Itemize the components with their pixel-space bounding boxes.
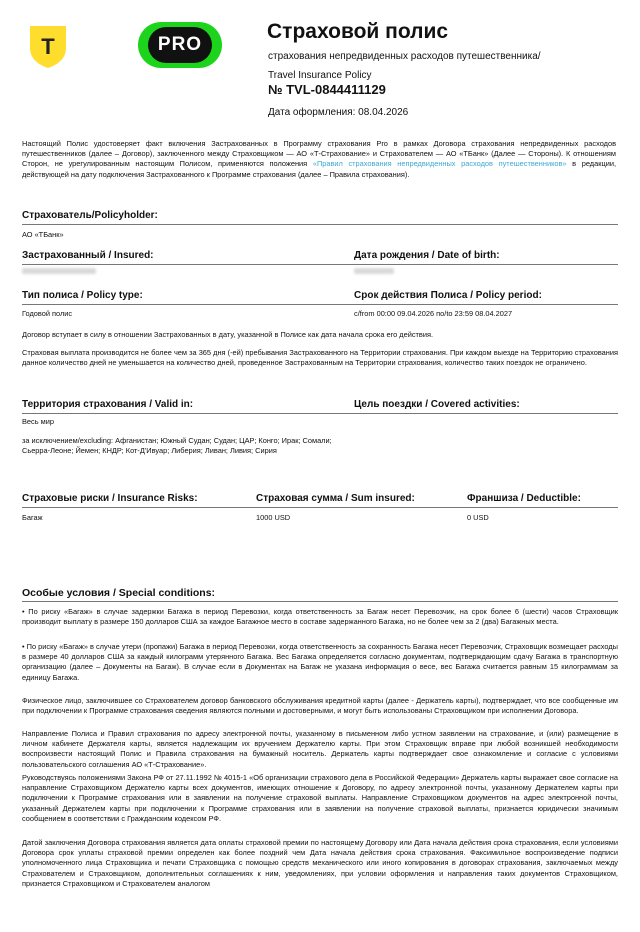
divider <box>22 507 618 508</box>
risk-name: Багаж <box>22 513 43 522</box>
policyholder-label: Страхователь/Policyholder: <box>22 210 158 221</box>
subtitle-en: Travel Insurance Policy <box>268 70 372 81</box>
payout-note: Страховая выплата производится не более чем за 365 дня (-ей) пребывания Застрахованного на Территории страхования. При каждом выезде на Территорию страхования данное количество дней не уменьшается на количество дней, проведенное Застрахованным на Территории страхования, количество таких поездок не ограничено. <box>22 348 618 368</box>
divider <box>22 304 618 305</box>
insured-label: Застрахованный / Insured: <box>22 250 154 261</box>
condition-delivery: Направление Полиса и Правил страхования по адресу электронной почты, указанному в письменном либо устном заявлении на страхование, и (или) размещение в личном кабинете Держателя карты, является надлежащим их вручением Держателю карты. При этом Страховщик вправе при любой возникшей необходимости воспроизвести настоящий Полис и Правила страхования на бумажный носитель. Держатель карты подтверждает свое ознакомление и согласие с условиями пользовательского соглашения АО «Т-Страхование». <box>22 729 618 769</box>
pro-logo-text: PRO <box>148 27 212 63</box>
special-conditions-title: Особые условия / Special conditions: <box>22 587 216 599</box>
sum-column-header: Страховая сумма / Sum insured: <box>256 493 415 504</box>
territory-value: Весь мир <box>22 417 54 426</box>
document-title: Страховой полис <box>267 20 449 43</box>
risk-sum: 1000 USD <box>256 513 291 522</box>
issue-date: Дата оформления: 08.04.2026 <box>268 107 409 118</box>
divider <box>22 413 618 414</box>
purpose-label: Цель поездки / Covered activities: <box>354 399 520 410</box>
territory-exclusions: за исключением/excluding: Афганистан; Южный Судан; Судан; ЦАР; Конго; Ирак; Сомали; Сьерра-Леоне; Йемен; КНДР; Кот-Д'Ивуар; Либерия; Ливан; Ливия; Сирия <box>22 436 332 456</box>
intro-paragraph <box>22 139 616 180</box>
territory-label: Территория страхования / Valid in: <box>22 399 194 410</box>
policy-type-label: Тип полиса / Policy type: <box>22 290 143 301</box>
effective-note: Договор вступает в силу в отношении Застрахованных в дату, указанной в Полисе как дата начала срока его действия. <box>22 330 434 339</box>
condition-email-consent: Руководствуясь положениями Закона РФ от 27.11.1992 № 4015-1 «Об организации страхового дела в Российской Федерации» Держатель карты выражает свое согласие на направление Страховщиком Держателю карты всех документов, имеющих отношение к Договору, по адресу электронной почты, указанному Держателем карты при подключении к Программе страхования или в заявлении на получение страховой выплаты. Направление Страховщиком документов на адрес электронной почты, указанный Держателем карты при подключении к Программе страхования или в заявлении на получение страховой выплаты, признается юридически значимым сообщением в соответствии с Гражданским кодексом РФ. <box>22 773 618 823</box>
rules-link[interactable]: «Правил страхования непредвиденных расходов путешественников» <box>312 159 567 169</box>
divider <box>22 264 618 265</box>
deductible-column-header: Франшиза / Deductible: <box>467 493 581 504</box>
policy-type-value: Годовой полис <box>22 309 73 318</box>
document-subtitle <box>268 47 598 85</box>
pro-logo <box>138 22 222 68</box>
policy-number: № TVL-0844411129 <box>268 82 386 97</box>
policyholder-value: АО «ТБанк» <box>22 230 64 239</box>
condition-contract-date: Датой заключения Договора страхования является дата оплаты страховой премии по настоящему Договору или Дата начала действия срока страхования, если условиями Договора срок уплаты страховой премии определен как более поздний чем Дата начала действия срока страхования. Факсимильное воспроизведение подписи уполномоченного лица Страховщика и печати Страховщика с помощью средств механического или иного копирования в договорах страхования, заключаемых между Страхователем и Страховщиком, дополнительных соглашениях к ним, уведомлениях, при условии оформления и направления таких документов Страховщиком, признается Страховщиком и Страхователем аналогом <box>22 838 618 888</box>
birth-label: Дата рождения / Date of birth: <box>354 250 500 261</box>
insured-name-redacted <box>22 268 96 274</box>
condition-baggage-loss: • По риску «Багаж» в случае утери (пропажи) Багажа в период Перевозки, когда ответственность за сохранность Багажа несет Перевозчик, Страховщик возмещает расходы в размере 40 долларов США за каждый килограмм утерянного Багажа. Вес Багажа определяется согласно документам, подтверждающим сдачу Багажа в транспортную организацию (далее – Документы на Багаж). В случае если в Документах на Багаж не указана информация о весе, вес Багажа считается равным 15 килограммам за единицу Багажа. <box>22 642 618 682</box>
divider <box>22 601 618 602</box>
intro-text-2: в редакции, действующей на дату подключения Застрахованного к Программе страхования (далее – Правила страхования). <box>22 159 616 179</box>
condition-baggage-delay: • По риску «Багаж» в случае задержки Багажа в период Перевозки, когда ответственность за Багаж несет Перевозчик, на срок более 6 (шести) часов Страховщик производит выплату в размере 150 долларов США за каждое Багажное место в составе задержанного Багажа, но не более чем за 2 (два) Багажных места. <box>22 607 618 627</box>
t-bank-logo <box>28 24 68 70</box>
condition-cardholder: Физическое лицо, заключившее со Страхователем договор банковского обслуживания кредитной карты (далее - Держатель карты), подтверждает, что все сообщенные им при подключении к Программе страхования сведения являются полными и достоверными, и могут быть использованы Страховщиком при исполнении Договора. <box>22 696 618 716</box>
policy-period-label: Срок действия Полиса / Policy period: <box>354 290 542 301</box>
policy-period-value: c/from 00:00 09.04.2026 по/to 23:59 08.04.2027 <box>354 309 513 318</box>
subtitle-ru: страхования непредвиденных расходов путешественника/ <box>268 51 541 62</box>
risk-deductible: 0 USD <box>467 513 489 522</box>
t-bank-logo-letter: Т <box>41 34 55 59</box>
intro-text-1: Настоящий Полис удостоверяет факт включения Застрахованных в Программу страхования Pro в рамках Договора страхования непредвиденных расходов путешественников (далее – Договор), заключенного между Страховщиком — АО «Т-Страхование» и Страхователем — АО «ТБанк» (Далее — Стороны). К отношениям Сторон, не урегулированным настоящим Полисом, применяются положения <box>22 139 616 169</box>
birth-date-redacted <box>354 268 394 274</box>
risks-column-header: Страховые риски / Insurance Risks: <box>22 493 198 504</box>
divider <box>22 224 618 225</box>
